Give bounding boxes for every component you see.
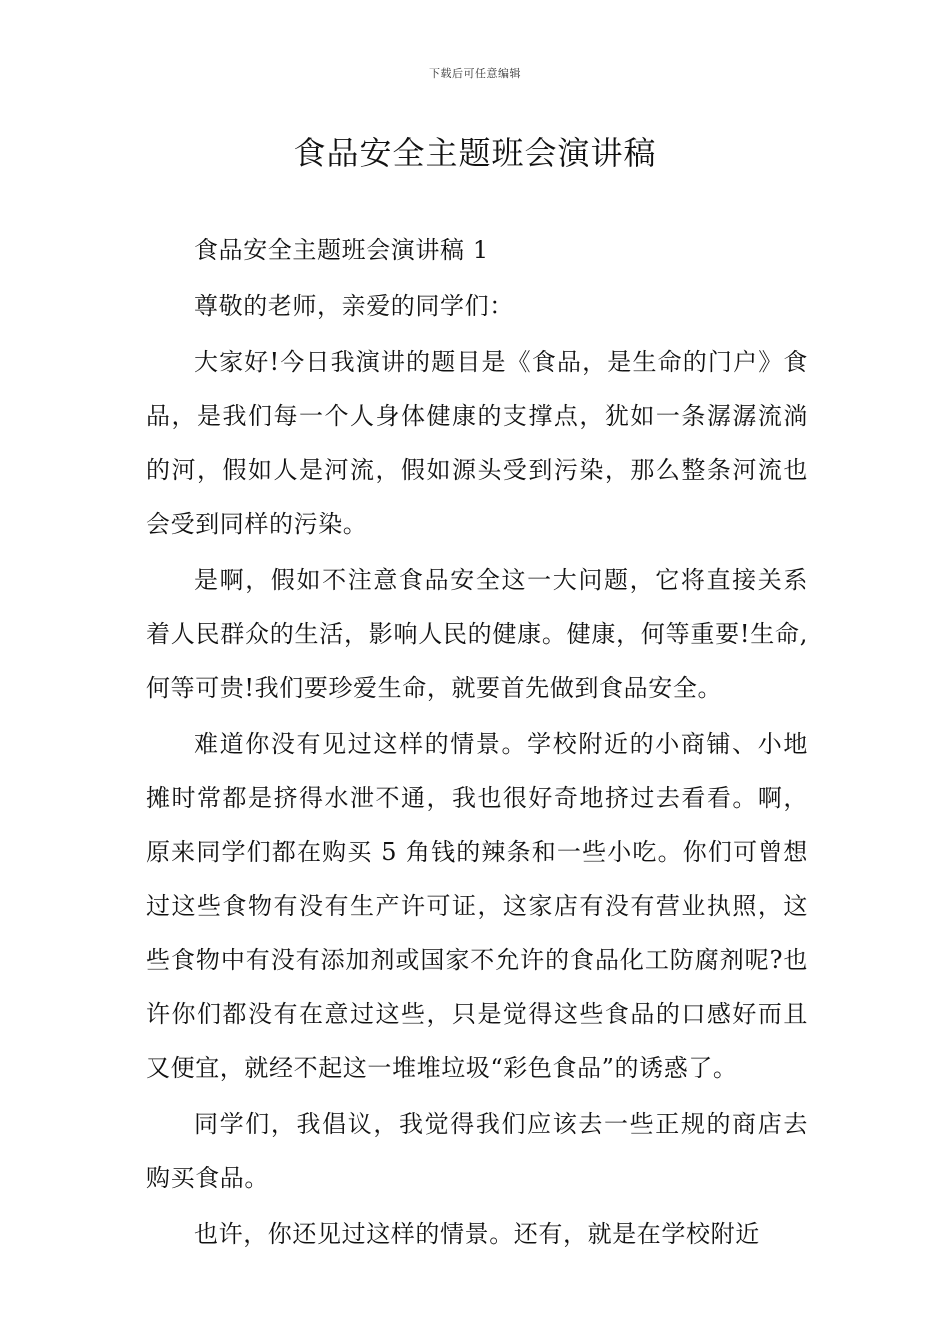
paragraph-intro: 大家好!今日我演讲的题目是《食品，是生命的门户》食品，是我们每一个人身体健康的支撑点，犹如一条潺潺流淌的河，假如人是河流，假如源头受到污染，那么整条河流也会受到同样的污染。	[146, 348, 808, 538]
paragraph-continuation: 也许，你还见过这样的情景。还有，就是在学校附近	[194, 1220, 760, 1248]
header-note: 下载后可任意编辑	[429, 67, 521, 80]
paragraph-scenario: 难道你没有见过这样的情景。学校附近的小商铺、小地摊时常都是挤得水泄不通，我也很好奇地挤过去看看。啊，原来同学们都在购买 5 角钱的辣条和一些小吃。你们可曾想过这些食物有没有生产许可证，这家店有没有营业执照，这些食物中有没有添加剂或国家不允许的食品化工防腐剂呢?也许你们都没有在意过这些，只是觉得这些食品的口感好而且又便宜，就经不起这一堆堆垃圾“彩色食品”的诱惑了。	[146, 730, 808, 1082]
paragraph-salutation: 尊敬的老师，亲爱的同学们：	[194, 292, 514, 320]
document-body	[146, 223, 808, 1263]
paragraph-speech-heading: 食品安全主题班会演讲稿 1	[194, 236, 489, 264]
paragraph-proposal: 同学们，我倡议，我觉得我们应该去一些正规的商店去购买食品。	[146, 1110, 808, 1192]
paragraph-importance: 是啊，假如不注意食品安全这一大问题，它将直接关系着人民群众的生活，影响人民的健康。健康，何等重要!生命,何等可贵!我们要珍爱生命，就要首先做到食品安全。	[146, 566, 808, 702]
document-title: 食品安全主题班会演讲稿	[293, 134, 657, 172]
